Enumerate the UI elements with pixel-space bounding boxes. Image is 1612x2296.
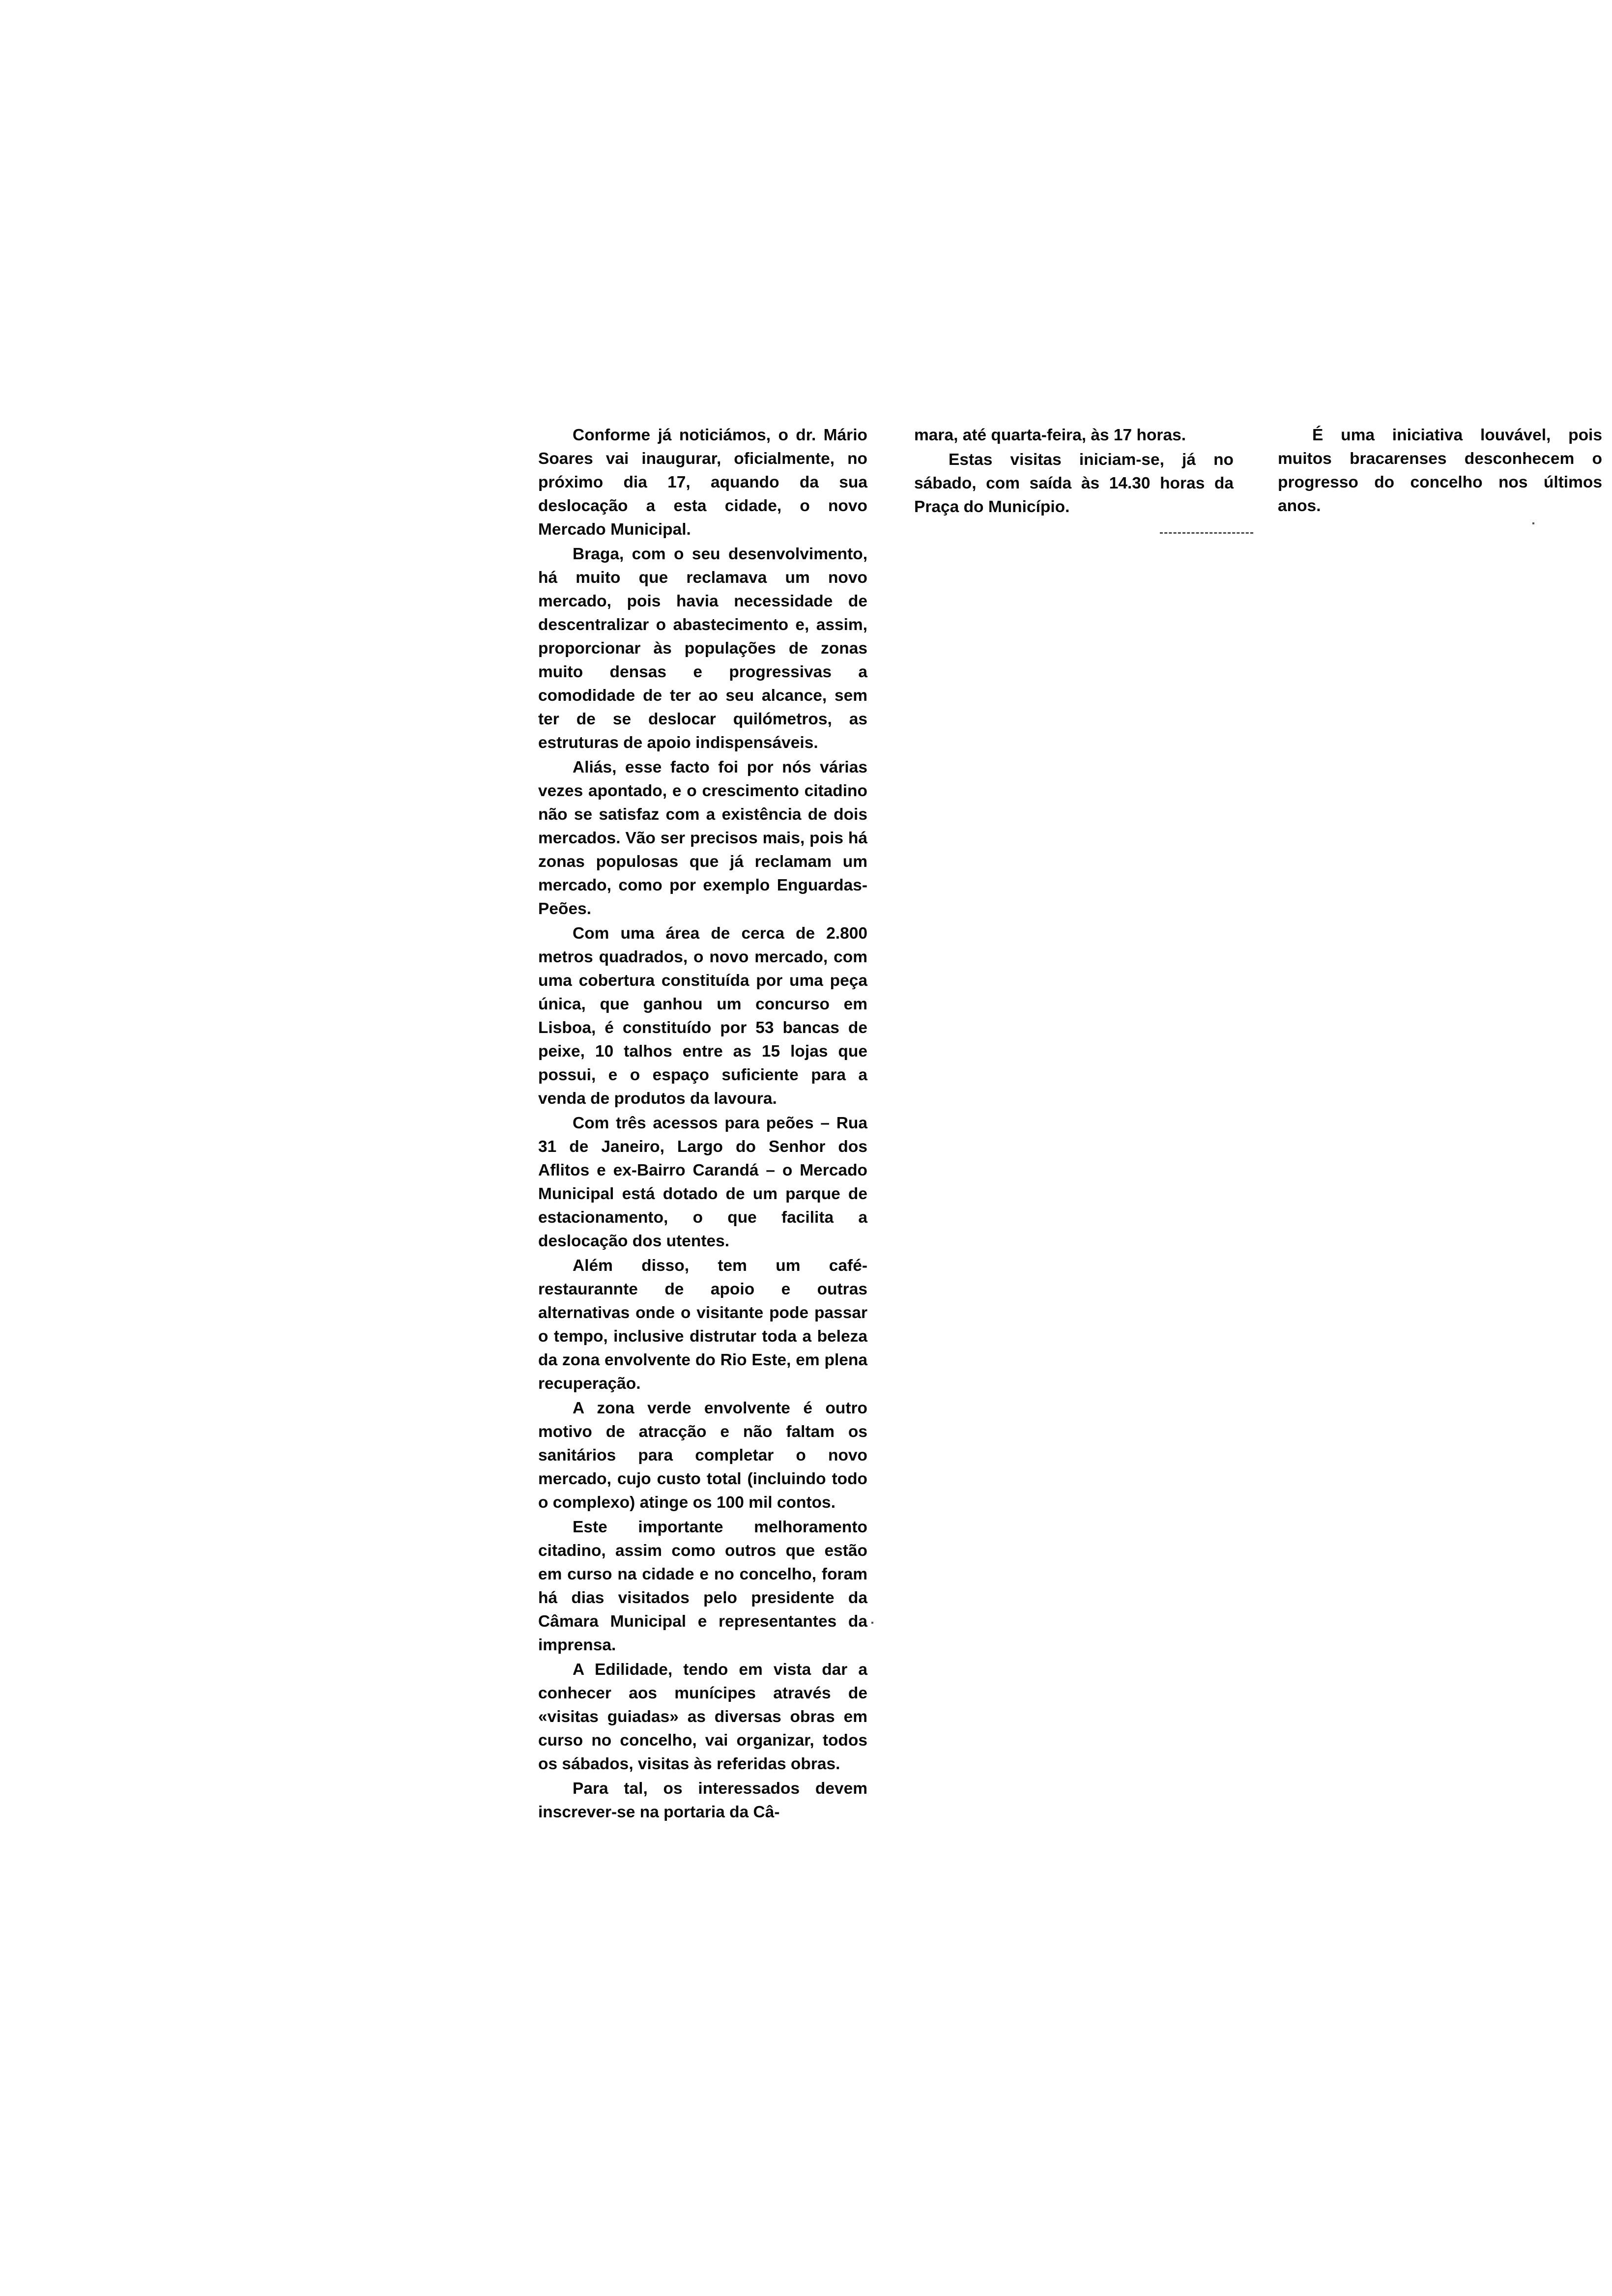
paragraph: Braga, com o seu desenvolvimento, há muito que reclamava um novo mercado, pois havia necessidade de descentralizar o abastecimento e, assim, proporcionar às populações de zonas muito densas e progressivas a comodidade de ter ao seu alcance, sem ter de se deslocar quilómetros, as estruturas de apoio indispensáveis. [538,545,867,752]
paragraph: Com três acessos para peões – Rua 31 de Janeiro, Largo do Senhor dos Aflitos e ex-Bairro Carandá – o Mercado Municipal está dotado de um parque de estacionamento, o que facilita a deslocação dos utentes. [538,1114,867,1250]
paragraph: Conforme já noticiámos, o dr. Mário Soares vai inaugurar, oficialmente, no próximo dia 17, aquando da sua deslocação a esta cidade, o novo Mercado Municipal. [538,426,867,539]
print-speck [871,1622,873,1624]
paragraph: Com uma área de cerca de 2.800 metros quadrados, o novo mercado, com uma cobertura constituída por uma peça única, que ganhou um concurso em Lisboa, é constituído por 53 bancas de peixe, 10 talhos entre as 15 lojas que possui, e o espaço suficiente para a venda de produtos da lavoura. [538,924,867,1108]
paragraph: É uma iniciativa louvável, pois muitos bracarenses desconhecem o progresso do concelho nos últimos anos. [1278,426,1602,515]
paragraph: Estas visitas iniciam-se, já no sábado, com saída às 14.30 horas da Praça do Município. [914,451,1234,516]
paragraph-continuation: mara, até quarta-feira, às 17 horas. [914,426,1186,444]
paragraph: A Edilidade, tendo em vista dar a conhecer aos munícipes através de «visitas guiadas» as diversas obras em curso no concelho, vai organizar, todos os sábados, visitas às referidas obras. [538,1661,867,1773]
paragraph: Aliás, esse facto foi por nós várias vezes apontado, e o crescimento citadino não se satisfaz com a existência de dois mercados. Vão ser precisos mais, pois há zonas populosas que já reclamam um mercado, como por exemplo Enguardas-Peões. [538,758,867,918]
column-end-rule [1160,532,1253,534]
paragraph: Este importante melhoramento citadino, assim como outros que estão em curso na cidade e no concelho, foram há dias visitados pelo presidente da Câmara Municipal e representantes da imprensa. [538,1518,867,1654]
article-column-2 [914,424,1234,520]
article-column-3 [1278,424,1602,519]
paragraph: Para tal, os interessados devem inscrever-se na portaria da Câ- [538,1779,867,1821]
paragraph: Além disso, tem um café-restaurannte de apoio e outras alternativas onde o visitante pode passar o tempo, inclusive distrutar toda a beleza da zona envolvente do Rio Este, em plena recuperação. [538,1257,867,1393]
paragraph: A zona verde envolvente é outro motivo de atracção e não faltam os sanitários para completar o novo mercado, cujo custo total (incluindo todo o complexo) atinge os 100 mil contos. [538,1399,867,1512]
print-speck [1532,522,1534,524]
article-column-1 [538,424,867,1825]
